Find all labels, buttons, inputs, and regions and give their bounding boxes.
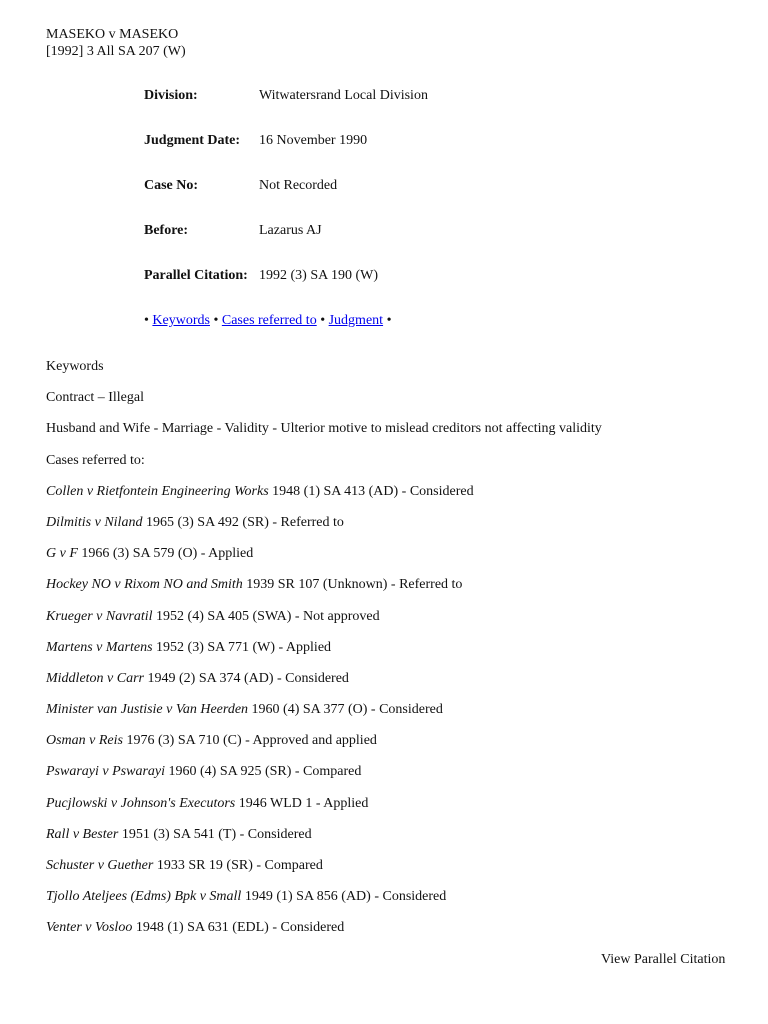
case-reference: 1976 (3) SA 710 (C) - Approved and applied [123,733,377,749]
meta-label: Before: [144,223,189,238]
case-metadata [144,88,704,313]
cases-heading: Cases referred to: [46,452,145,468]
list-item [46,702,746,733]
keyword-line: Contract – Illegal [46,390,144,406]
meta-value: 1992 (3) SA 190 (W) [259,268,378,283]
meta-value: 16 November 1990 [259,133,368,148]
meta-row-case-no [144,178,704,223]
case-name: Pswarayi v Pswarayi [46,764,165,780]
case-name: Collen v Rietfontein Engineering Works [46,483,269,499]
case-reference: 1933 SR 19 (SR) - Compared [153,858,323,873]
judgment-link[interactable]: Judgment [328,313,384,328]
case-reference: 1946 WLD 1 - Applied [235,795,369,811]
case-name: Martens v Martens [46,639,153,655]
section-nav [144,313,391,329]
case-name: Minister van Justisie v Van Heerden [46,702,249,718]
case-name: Schuster v Guether [46,858,154,873]
case-reference: 1948 (1) SA 413 (AD) - Considered [268,483,474,499]
case-name: Dilmitis v Niland [46,514,143,530]
list-item [46,515,746,546]
view-parallel-citation-link[interactable]: View Parallel Citation [601,952,726,967]
meta-row-before [144,223,704,268]
case-name: Krueger v Navratil [46,608,153,624]
meta-value: Lazarus AJ [259,223,322,238]
list-item [46,858,746,889]
case-reference: 1965 (3) SA 492 (SR) - Referred to [142,514,344,530]
case-name: Middleton v Carr [46,670,144,686]
case-name: Hockey NO v Rixom NO and Smith [46,577,243,593]
keywords-link[interactable]: Keywords [152,313,210,328]
list-item [46,609,746,640]
bullet: • [144,313,149,328]
bullet: • [320,313,326,328]
list-item [46,920,746,951]
cases-referred-link[interactable]: Cases referred to [221,313,317,328]
meta-row-parallel-citation [144,268,704,313]
list-item [46,546,746,577]
list-item [46,889,746,920]
case-header [46,26,186,60]
list-item [46,484,746,515]
case-reference: 1966 (3) SA 579 (O) - Applied [77,546,254,562]
keywords-heading: Keywords [46,359,104,374]
list-item [46,577,746,608]
meta-row-division [144,88,704,133]
case-reference: 1949 (2) SA 374 (AD) - Considered [144,670,349,686]
case-reference: 1960 (4) SA 377 (O) - Considered [248,702,443,718]
case-name: Pucjlowski v Johnson's Executors [46,795,236,811]
case-name: Osman v Reis [46,733,123,749]
case-citation: [1992] 3 All SA 207 (W) [46,44,186,59]
meta-label: Judgment Date: [144,133,241,148]
bullet: • [386,313,392,328]
meta-value: Witwatersrand Local Division [259,88,428,103]
meta-label: Parallel Citation: [144,268,248,283]
case-name: Rall v Bester [46,826,119,842]
case-title: MASEKO v MASEKO [46,27,179,42]
case-reference: 1949 (1) SA 856 (AD) - Considered [241,889,447,905]
document-body [46,359,746,952]
meta-label: Division: [144,88,198,103]
case-name: Tjollo Ateljees (Edms) Bpk v Small [46,889,242,905]
meta-row-judgment-date [144,133,704,178]
list-item [46,796,746,827]
case-reference: 1948 (1) SA 631 (EDL) - Considered [132,920,345,936]
list-item [46,827,746,858]
meta-label: Case No: [144,178,199,193]
list-item [46,764,746,795]
keyword-line: Husband and Wife - Marriage - Validity - Ulterior motive to mislead creditors not affecting validity [46,421,602,437]
list-item [46,733,746,764]
list-item [46,671,746,702]
meta-value: Not Recorded [259,178,338,193]
case-name: G v F [46,546,78,562]
case-name: Venter v Vosloo [46,920,133,936]
cases-list [46,484,746,952]
case-reference: 1951 (3) SA 541 (T) - Considered [118,826,312,842]
case-reference: 1952 (3) SA 771 (W) - Applied [152,639,332,655]
bullet: • [213,313,219,328]
case-reference: 1939 SR 107 (Unknown) - Referred to [242,577,463,593]
list-item [46,640,746,671]
case-reference: 1952 (4) SA 405 (SWA) - Not approved [152,608,380,624]
case-reference: 1960 (4) SA 925 (SR) - Compared [165,764,362,780]
